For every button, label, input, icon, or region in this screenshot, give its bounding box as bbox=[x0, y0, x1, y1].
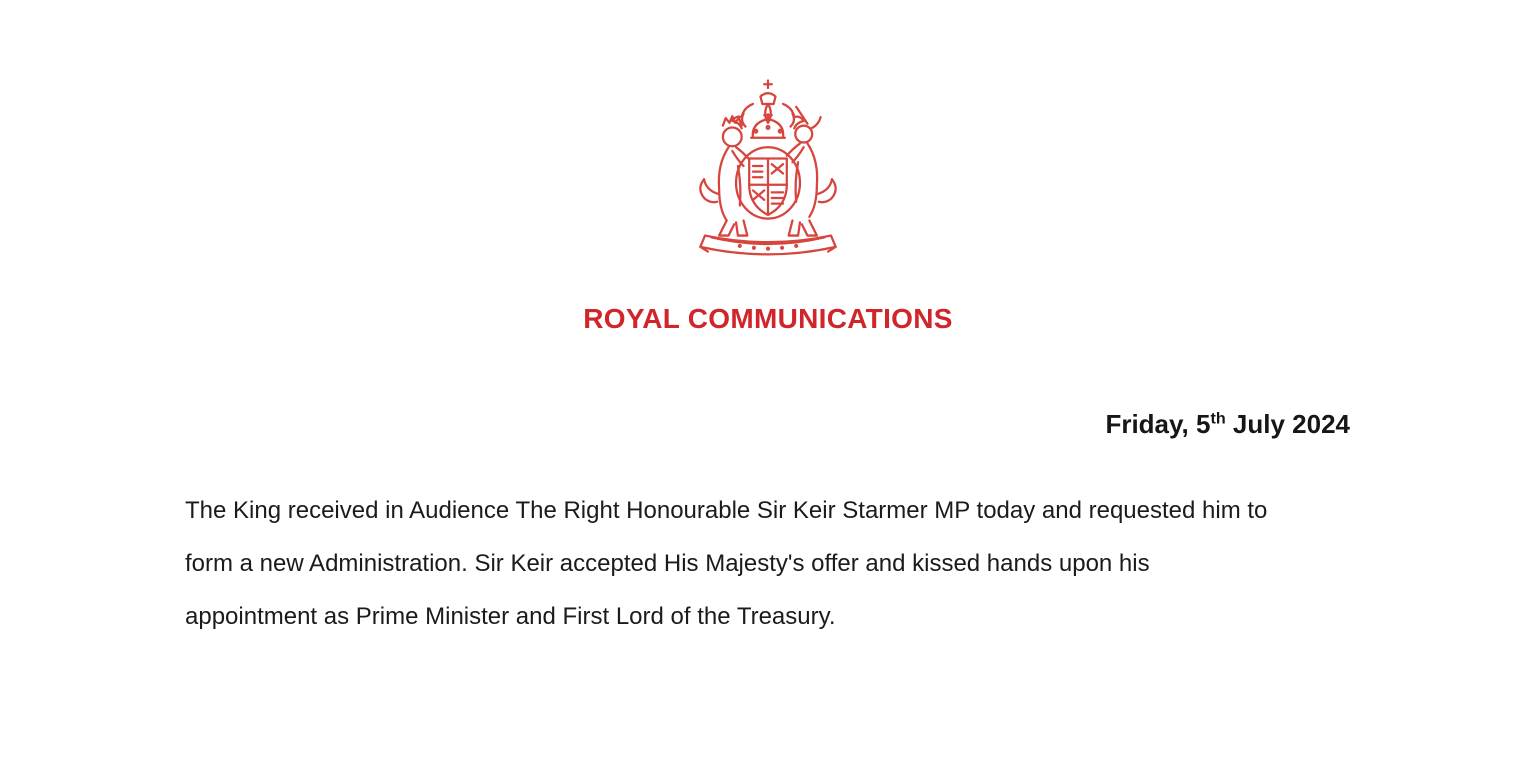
dateline-rest: July 2024 bbox=[1225, 409, 1350, 439]
dateline-ordinal-suffix: th bbox=[1210, 409, 1226, 428]
announcement-line: The King received in Audience The Right Honourable Sir Keir Starmer MP today and requested him to bbox=[185, 497, 1268, 524]
announcement-paragraph bbox=[185, 484, 1386, 643]
announcement-line: form a new Administration. Sir Keir accepted His Majesty's offer and kissed hands upon his bbox=[185, 550, 1150, 577]
announcement-line: appointment as Prime Minister and First Lord of the Treasury. bbox=[185, 603, 836, 630]
dateline bbox=[1105, 409, 1350, 440]
page-title: ROYAL COMMUNICATIONS bbox=[583, 303, 953, 334]
dateline-prefix: Friday, 5 bbox=[1105, 409, 1211, 439]
royal-coat-of-arms-icon bbox=[674, 72, 862, 260]
